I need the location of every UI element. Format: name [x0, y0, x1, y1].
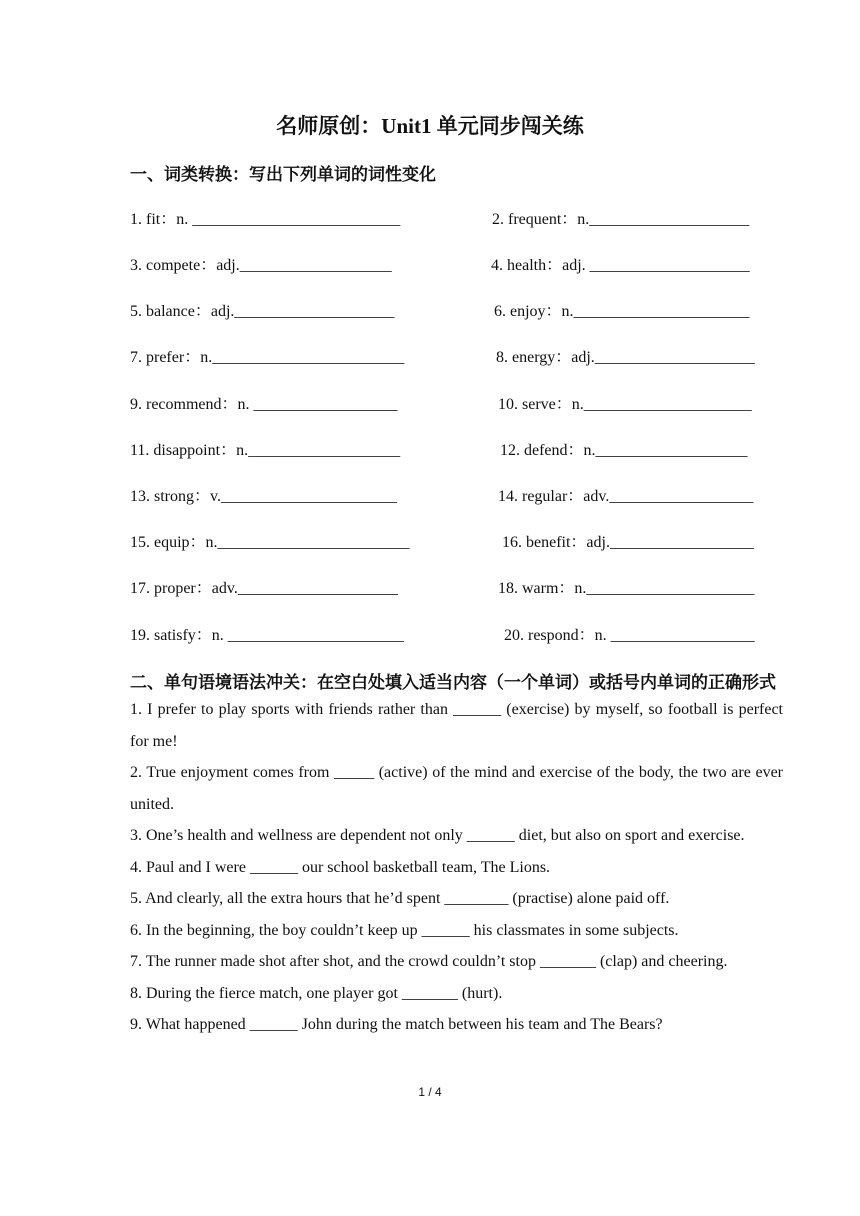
vocab-item: 15. equip：n.________________________: [130, 534, 410, 551]
vocab-row: [130, 575, 780, 599]
vocab-item: 20. respond：n. __________________: [504, 627, 755, 644]
vocab-row: [130, 437, 780, 461]
vocab-row: [130, 483, 780, 507]
vocab-item: 8. energy：adj.____________________: [496, 349, 755, 366]
vocab-item: 9. recommend：n. __________________: [130, 396, 398, 413]
vocab-item: 4. health：adj. ____________________: [491, 257, 750, 274]
section1-heading: 一、词类转换：写出下列单词的词性变化: [130, 165, 436, 184]
vocab-item: 11. disappoint：n.___________________: [130, 442, 401, 459]
vocab-item: 3. compete：adj.___________________: [130, 257, 392, 274]
vocab-row: [130, 622, 780, 646]
question-item: 5. And clearly, all the extra hours that he’d spent ________ (practise) alone paid off.: [130, 890, 670, 907]
vocab-row: [130, 344, 780, 368]
question-item: 4. Paul and I were ______ our school basketball team, The Lions.: [130, 858, 551, 876]
question-item: 7. The runner made shot after shot, and the crowd couldn’t stop _______ (clap) and cheering.: [130, 953, 728, 970]
vocab-item: 7. prefer：n.________________________: [130, 349, 405, 366]
question-list: [130, 694, 783, 1041]
question-item: 3. One’s health and wellness are dependent not only ______ diet, but also on sport and exercise.: [130, 827, 745, 844]
vocab-row: [130, 206, 780, 230]
vocab-item: 10. serve：n._____________________: [498, 396, 752, 413]
question-item: 6. In the beginning, the boy couldn’t keep up ______ his classmates in some subjects.: [130, 921, 679, 939]
page-title: 名师原创：Unit1 单元同步闯关练: [276, 114, 584, 138]
vocab-row: [130, 391, 780, 415]
vocab-item: 19. satisfy：n. ______________________: [130, 627, 404, 644]
vocab-item: 16. benefit：adj.__________________: [502, 534, 754, 551]
vocab-item: 12. defend：n.___________________: [500, 442, 748, 459]
vocab-item: 18. warm：n._____________________: [498, 580, 755, 597]
vocab-item: 1. fit：n. __________________________: [130, 211, 401, 228]
vocab-item: 17. proper：adv.____________________: [130, 580, 398, 597]
question-item: 8. During the fierce match, one player got _______ (hurt).: [130, 984, 503, 1002]
vocab-item: 5. balance：adj.____________________: [130, 303, 395, 320]
vocab-row: [130, 298, 780, 322]
vocab-item: 6. enjoy：n.______________________: [494, 303, 750, 320]
section2-heading: 二、单句语境语法冲关：在空白处填入适当内容（一个单词）或括号内单词的正确形式: [130, 673, 776, 692]
question-item: 2. True enjoyment comes from _____ (active) of the mind and exercise of the body, the two are ever united.: [130, 764, 783, 813]
question-item: 9. What happened ______ John during the match between his team and The Bears?: [130, 1016, 663, 1033]
vocab-row: [130, 529, 780, 553]
vocab-item: 14. regular：adv.__________________: [498, 488, 754, 505]
vocab-row: [130, 252, 780, 276]
vocab-item: 2. frequent：n.____________________: [492, 211, 750, 228]
vocab-item: 13. strong：v.______________________: [130, 488, 397, 505]
page-number: 1 / 4: [418, 1085, 442, 1099]
question-item: 1. I prefer to play sports with friends rather than ______ (exercise) by myself, so football is perfect for me!: [130, 701, 783, 750]
